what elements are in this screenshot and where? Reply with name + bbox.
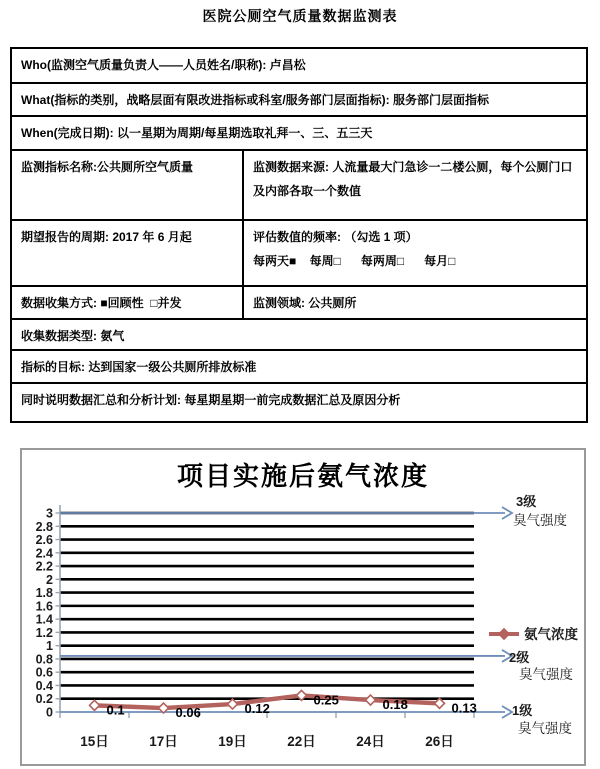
table-row	[12, 151, 586, 221]
y-axis-label: 0	[46, 705, 53, 720]
y-axis-label: 3	[46, 506, 53, 521]
table-row	[12, 384, 586, 421]
data-point-marker	[228, 699, 238, 709]
table-cell	[12, 117, 586, 149]
table-row	[12, 84, 586, 117]
table-row	[12, 320, 586, 351]
table-cell-text: 每两天■ 每周□ 每两周□ 每月□	[253, 254, 456, 268]
table-cell	[12, 221, 244, 285]
y-axis-label: 2.8	[35, 519, 53, 534]
table-cell	[12, 49, 586, 82]
table-cell-text: 评估数值的频率: （勾选 1 项）	[253, 230, 418, 244]
data-point-marker	[366, 695, 376, 705]
chart-title: 项目实施后氨气浓度	[176, 461, 429, 491]
y-axis-label: 0.4	[35, 678, 53, 693]
data-point-label: 0.13	[451, 700, 477, 716]
table-cell-text: 指标的目标: 达到国家一级公共厕所排放标准	[21, 360, 257, 374]
x-axis-label: 24日	[356, 734, 385, 749]
table-row	[12, 117, 586, 151]
table-cell-text: 同时说明数据汇总和分析计划: 每星期星期一前完成数据汇总及原因分析	[21, 393, 401, 407]
data-point-label: 0.1	[106, 702, 125, 718]
ammonia-chart-svg	[22, 450, 584, 764]
table-row	[12, 49, 586, 84]
table-cell-text: 期望报告的周期: 2017 年 6 月起	[21, 230, 192, 244]
table-cell	[244, 287, 586, 318]
table-cell-text: 监测指标名称:公共厕所空气质量	[21, 160, 193, 174]
x-axis-label: 19日	[218, 734, 247, 749]
y-axis-label: 1.4	[35, 612, 53, 627]
x-axis-label: 22日	[287, 734, 316, 749]
y-axis-label: 2.2	[35, 559, 53, 574]
table-cell	[244, 221, 586, 285]
table-cell	[12, 84, 586, 115]
legend-marker-diamond	[499, 629, 510, 640]
x-axis-label: 17日	[149, 734, 178, 749]
y-axis-label: 1.6	[35, 599, 53, 614]
y-axis-label: 1.2	[35, 625, 53, 640]
y-axis-label: 1.8	[35, 586, 53, 601]
y-axis-label: 1	[46, 639, 53, 654]
monitoring-table	[10, 47, 588, 423]
table-cell-text: When(完成日期): 以一星期为周期/每星期选取礼拜一、三、五三天	[21, 126, 373, 140]
table-cell	[12, 151, 244, 219]
table-cell	[12, 351, 586, 382]
reference-arrow-label: 臭气强度	[518, 721, 572, 736]
reference-arrow-label: 1级	[512, 703, 533, 718]
table-cell	[12, 384, 586, 421]
table-cell	[12, 287, 244, 318]
y-axis-label: 2	[46, 572, 53, 587]
data-point-label: 0.12	[244, 701, 270, 717]
reference-arrow-label: 3级	[516, 494, 537, 510]
table-cell-text: 收集数据类型: 氨气	[21, 329, 125, 343]
legend-label: 氨气浓度	[524, 627, 578, 642]
table-cell	[244, 151, 586, 219]
chart-panel	[20, 448, 586, 766]
reference-arrow-label: 臭气强度	[519, 666, 573, 682]
data-point-label: 0.18	[382, 697, 408, 713]
table-row	[12, 221, 586, 287]
y-axis-label: 0.6	[35, 665, 53, 680]
y-axis-label: 2.4	[35, 546, 53, 561]
reference-arrow-label: 2级	[509, 649, 530, 665]
reference-arrow-label: 臭气强度	[513, 513, 567, 529]
y-axis-label: 0.8	[35, 652, 53, 667]
y-axis-label: 0.2	[35, 692, 53, 707]
y-axis-label: 2.6	[35, 533, 53, 548]
table-cell-text: 监测数据来源: 人流量最大门急诊一二楼公厕，每个公厕门口及内部各取一个数值	[253, 160, 573, 198]
page-title: 医院公厕空气质量数据监测表	[202, 8, 398, 24]
x-axis-label: 26日	[425, 734, 454, 749]
table-cell-text: What(指标的类别，战略层面有限改进指标或科室/服务部门层面指标): 服务部门层面指标	[21, 93, 489, 107]
table-row	[12, 287, 586, 320]
data-point-label: 0.25	[313, 692, 339, 708]
table-row	[12, 351, 586, 384]
data-point-label: 0.06	[175, 705, 201, 721]
table-cell-text: Who(监测空气质量负责人——人员姓名/职称): 卢昌松	[21, 58, 306, 72]
data-point-marker	[90, 700, 100, 710]
table-cell	[12, 320, 586, 349]
x-axis-label: 15日	[80, 734, 109, 749]
table-cell-text: 数据收集方式: ■回顾性 □并发	[21, 296, 182, 310]
table-cell-text: 监测领域: 公共厕所	[253, 296, 357, 310]
